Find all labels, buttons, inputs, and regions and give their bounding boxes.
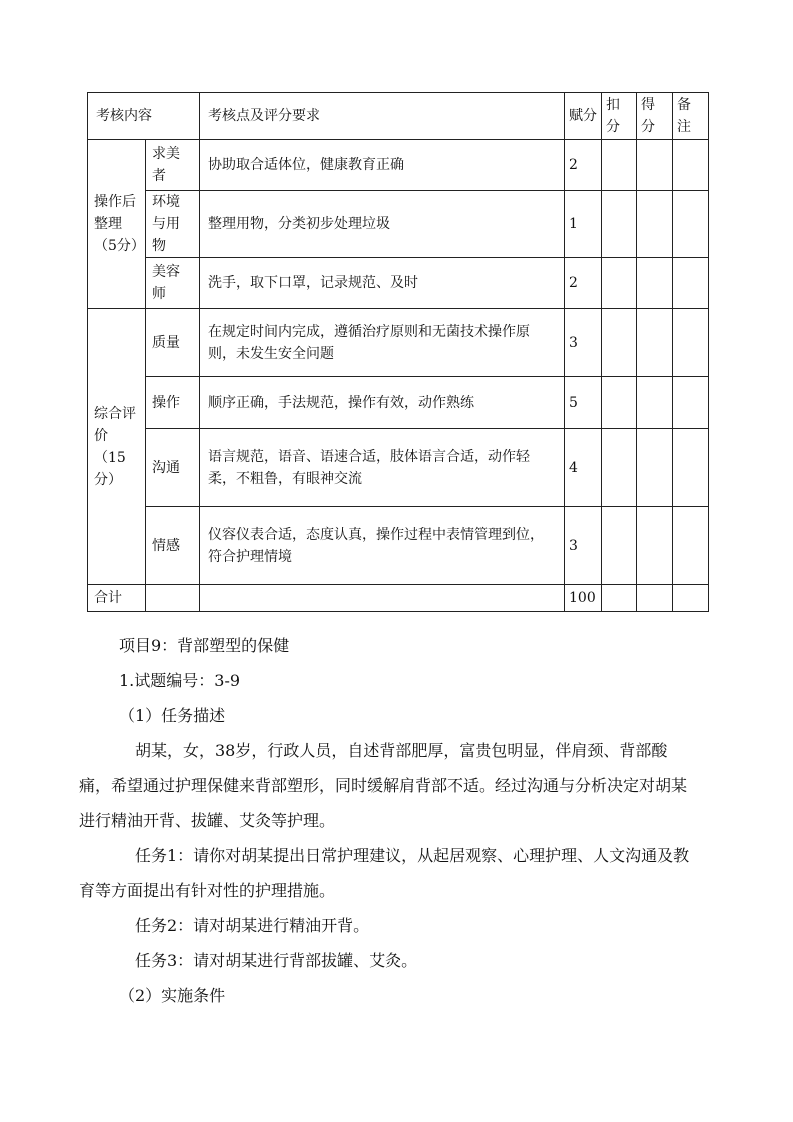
item-label: 环境与用物: [146, 191, 200, 258]
question-number: 1.试题编号：3-9: [119, 671, 241, 690]
table-row: [88, 377, 709, 429]
deduct-cell: [602, 507, 637, 585]
table-row: [88, 191, 709, 258]
assessment-table: [87, 92, 709, 612]
item-score: 2: [565, 140, 602, 191]
section-conditions: （2）实施条件: [119, 986, 226, 1005]
get-cell: [637, 140, 673, 191]
group-label: 综合评价（15分）: [88, 309, 146, 585]
item-score: 5: [565, 377, 602, 429]
item-desc: 语言规范，语音、语速合适，肢体语言合适，动作轻柔，不粗鲁，有眼神交流: [200, 429, 565, 507]
item-label: 求美者: [146, 140, 200, 191]
table-header-row: [88, 93, 709, 140]
table-row: [88, 258, 709, 309]
get-cell: [637, 191, 673, 258]
section-task-description: （1）任务描述: [119, 706, 226, 725]
item-score: 4: [565, 429, 602, 507]
deduct-cell: [602, 191, 637, 258]
get-cell: [637, 507, 673, 585]
group-label: 操作后整理（5分）: [88, 140, 146, 309]
header-score: 赋分: [565, 93, 602, 140]
note-cell: [673, 140, 709, 191]
item-score: 2: [565, 258, 602, 309]
header-content: 考核内容: [88, 93, 200, 140]
header-points: 考核点及评分要求: [200, 93, 565, 140]
note-cell: [673, 507, 709, 585]
deduct-cell: [602, 377, 637, 429]
table-row: [88, 309, 709, 377]
item-desc: 在规定时间内完成，遵循治疗原则和无菌技术操作原则，未发生安全问题: [200, 309, 565, 377]
get-cell: [637, 377, 673, 429]
item-label: 沟通: [146, 429, 200, 507]
note-cell: [673, 258, 709, 309]
note-cell: [673, 191, 709, 258]
get-cell: [637, 258, 673, 309]
item-label: 质量: [146, 309, 200, 377]
table-row: [88, 507, 709, 585]
item-label: 操作: [146, 377, 200, 429]
item-score: 1: [565, 191, 602, 258]
deduct-cell: [602, 429, 637, 507]
total-label: 合计: [88, 585, 146, 612]
document-body: [79, 628, 719, 1013]
deduct-cell: [602, 140, 637, 191]
item-desc: 仪容仪表合适，态度认真，操作过程中表情管理到位，符合护理情境: [200, 507, 565, 585]
empty-cell: [146, 585, 200, 612]
table-row: [88, 429, 709, 507]
get-cell: [637, 429, 673, 507]
header-deduct: 扣分: [602, 93, 637, 140]
note-cell: [673, 309, 709, 377]
get-cell: [637, 309, 673, 377]
item-desc: 顺序正确，手法规范，操作有效，动作熟练: [200, 377, 565, 429]
task-3: 任务3：请对胡某进行背部拔罐、艾灸。: [135, 951, 418, 970]
empty-cell: [200, 585, 565, 612]
header-get: 得分: [637, 93, 673, 140]
project-title: 项目9：背部塑型的保健: [119, 636, 290, 655]
item-label: 美容师: [146, 258, 200, 309]
item-desc: 协助取合适体位，健康教育正确: [200, 140, 565, 191]
item-score: 3: [565, 309, 602, 377]
task-2: 任务2：请对胡某进行精油开背。: [135, 916, 370, 935]
case-description: 胡某，女，38岁，行政人员，自述背部肥厚，富贵包明显，伴肩颈、背部酸痛，希望通过护理保健来背部塑形，同时缓解肩背部不适。经过沟通与分析决定对胡某进行精油开背、拔罐、艾灸等护理。: [79, 741, 688, 830]
table-row: [88, 140, 709, 191]
item-score: 3: [565, 507, 602, 585]
note-cell: [673, 377, 709, 429]
task-1: 任务1：请你对胡某提出日常护理建议，从起居观察、心理护理、人文沟通及教育等方面提出有针对性的护理措施。: [79, 846, 690, 900]
header-note: 备注: [673, 93, 709, 140]
deduct-cell: [602, 309, 637, 377]
deduct-cell: [602, 258, 637, 309]
total-row: [88, 585, 709, 612]
item-desc: 整理用物，分类初步处理垃圾: [200, 191, 565, 258]
get-cell: [637, 585, 673, 612]
deduct-cell: [602, 585, 637, 612]
item-desc: 洗手，取下口罩，记录规范、及时: [200, 258, 565, 309]
note-cell: [673, 585, 709, 612]
total-score: 100: [565, 585, 602, 612]
note-cell: [673, 429, 709, 507]
item-label: 情感: [146, 507, 200, 585]
